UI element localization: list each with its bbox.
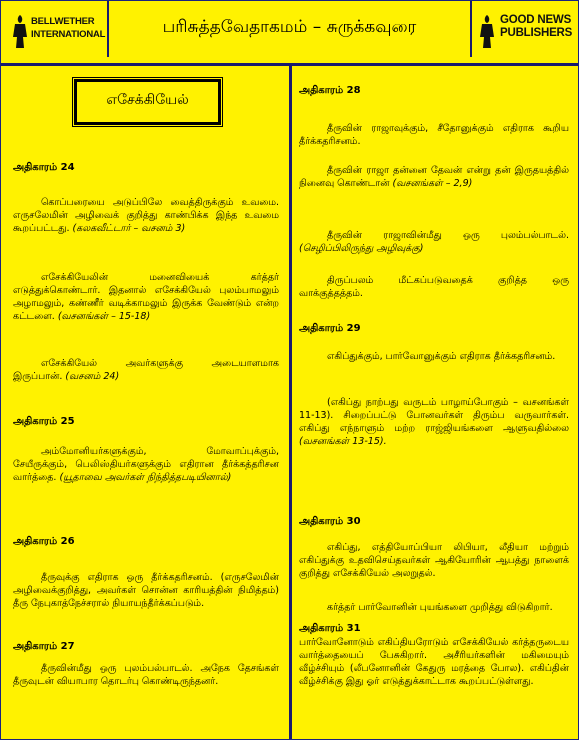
chapter-31-paragraph-1: பார்வோனோடும் எகிப்தியரோடும் எசேக்கியேல் கர்த்தருடைய வார்த்தையைப் பேசுகிறார். அசீரியர்களின் மகிமையும் வீழ்ச்சியும் (லீபனோனின் கேதுரு மரத்தை போல). எகிப்தின் வீழ்ச்சிக்கு இது ஓர் எடுத்துக்காட்டாக கூறப்பட்டுள்ளது. xyxy=(299,637,569,687)
chapter-28-ref-2: (வசனங்கள் – 2,9) xyxy=(392,178,473,189)
chapter-28-text-2: தீருவின் ராஜா தன்னை தேவன் என்று தன் இருதயத்தில் நினைவு கொண்டான் xyxy=(299,165,569,189)
column-divider xyxy=(289,63,292,739)
chapter-28-paragraph-4: திருப்பலம் மீட்கப்படுவதைக் குறித்த ஒரு வாக்குத்தத்தம். xyxy=(299,275,569,299)
bellwether-logo xyxy=(7,1,109,57)
book-title: எசேக்கியேல் xyxy=(106,92,189,108)
page-title: பரிசுத்தவேதாகமம் – சுருக்கவுரை xyxy=(162,17,417,37)
chapter-24-text-2: எசேக்கியேலின் மனைவியைக் கர்த்தர் எடுத்துக்கொண்டார். இதனால் எசேக்கியேல் புலம்பாமலும் அழாமலும், கண்ணீர் வடிக்காமலும் இருக்க வேண்டும் என்ற கட்டளை. xyxy=(13,272,279,322)
chapter-30-paragraph-2: கர்த்தர் பார்வோனின் புயங்களை முறித்து விடுகிறார். xyxy=(327,602,553,613)
chapter-29-paragraph-1: எகிப்துக்கும், பார்வோனுக்கும் எதிராக தீர்க்கதரிசனம். xyxy=(327,351,556,362)
chapter-24-ref-1: (கலகவீட்டார் – வசனம் 3) xyxy=(72,223,186,234)
book-title-box xyxy=(72,77,223,127)
chapter-27-paragraph-1: தீருவின்மீது ஒரு புலம்பல்பாடல். அநேக தேசங்கள் தீருவுடன் வியாபார தொடர்பு கொண்டிருந்தனர். xyxy=(13,663,279,687)
right-logo-line1: GOOD NEWS xyxy=(500,14,572,26)
chapter-24-text-3: எசேக்கியேல் அவர்களுக்கு அடையாளமாக இருப்பான். xyxy=(13,358,279,382)
chapter-28-paragraph-2 xyxy=(299,164,569,190)
chapter-25-text-1: அம்மோனியர்களுக்கும், மோவாப்புக்கும், சேயீருக்கும், பெலிஸ்தியர்களுக்கும் எதிரான தீர்க்கத்தரிசன வார்த்தை. xyxy=(13,446,279,483)
chapter-29-paragraph-2 xyxy=(299,396,569,448)
right-logo-line2: PUBLISHERS xyxy=(500,27,573,39)
chapter-25-ref-1: (யூதாவை அவர்கள் நிந்தித்தபடியினால்) xyxy=(59,472,232,483)
left-logo-line2: INTERNATIONAL xyxy=(31,29,106,40)
chapter-24-heading: அதிகாரம் 24 xyxy=(13,162,75,173)
chapter-28-text-3: தீருவின் ராஜாவின்மீது ஒரு புலம்பல்பாடல். xyxy=(327,230,569,241)
chapter-29-text-2: (எகிப்து நாற்பது வருடம் பாழாய்போகும் – வசனங்கள் 11-13). சிறைப்பட்டு போனவர்கள் திரும்ப வருவார்கள். எகிப்து எந்நாளும் மற்ற ராஜ்ஜியங்களை ஆளுவதில்லை xyxy=(299,397,569,434)
header xyxy=(1,1,578,66)
chapter-26-heading: அதிகாரம் 26 xyxy=(13,536,75,547)
chapter-29-ref-2: (வசனங்கள் 13-15). xyxy=(299,436,387,447)
chapter-24-text-1: கொப்பரையை அடுப்பிலே வைத்திருக்கும் உவமை. எருசலேமின் அழிவைக் குறித்து காண்பிக்க இந்த உவமை கூறப்பட்டது. xyxy=(13,197,279,234)
chapter-26-paragraph-1: தீருவுக்கு எதிராக ஒரு தீர்க்கதரிசனம். (எருசலேமின் அழிவைக்குறித்து, அவர்கள் சொன்ன காரியத்தின் நிமித்தம்) தீரு நேபுகாத்நேச்சரால் நியாயந்தீர்க்கப்படும். xyxy=(13,572,279,609)
chapter-24-ref-2: (வசனங்கள் – 15-18) xyxy=(57,311,151,322)
chapter-30-paragraph-1: எகிப்து, எத்தியோப்பியா லிபியா, லீதியா மற்றும் எகிப்துக்கு உதவிசெய்தவர்கள் ஆகியோரின் ஆபத்து நாளைக் குறித்து எசேக்கியேல் அலறுதல். xyxy=(299,542,569,579)
chapter-28-paragraph-1: தீருவின் ராஜாவுக்கும், சீதோனுக்கும் எதிராக கூறிய தீர்க்கதரிசனம். xyxy=(299,123,569,147)
chapter-25-paragraph-1 xyxy=(13,445,279,484)
chapter-24-ref-3: (வசனம் 24) xyxy=(65,371,120,382)
chapter-25-heading: அதிகாரம் 25 xyxy=(13,416,75,427)
chapter-24-paragraph-2 xyxy=(13,271,279,323)
good-news-figure-icon xyxy=(478,13,496,49)
chapter-29-heading: அதிகாரம் 29 xyxy=(299,323,361,334)
chapter-24-paragraph-1 xyxy=(13,196,279,235)
chapter-31-heading: அதிகாரம் 31 xyxy=(299,623,361,634)
left-logo-line1: BELLWETHER xyxy=(31,16,95,27)
chapter-30-heading: அதிகாரம் 30 xyxy=(299,516,361,527)
good-news-logo xyxy=(470,1,578,57)
chapter-24-paragraph-3 xyxy=(13,357,279,383)
bellwether-figure-icon xyxy=(11,13,29,49)
chapter-27-heading: அதிகாரம் 27 xyxy=(13,641,75,652)
chapter-28-heading: அதிகாரம் 28 xyxy=(299,85,361,96)
chapter-28-paragraph-3 xyxy=(299,229,569,255)
chapter-28-ref-3: (செழிப்பிலிருந்து அழிவுக்கு) xyxy=(299,243,424,254)
